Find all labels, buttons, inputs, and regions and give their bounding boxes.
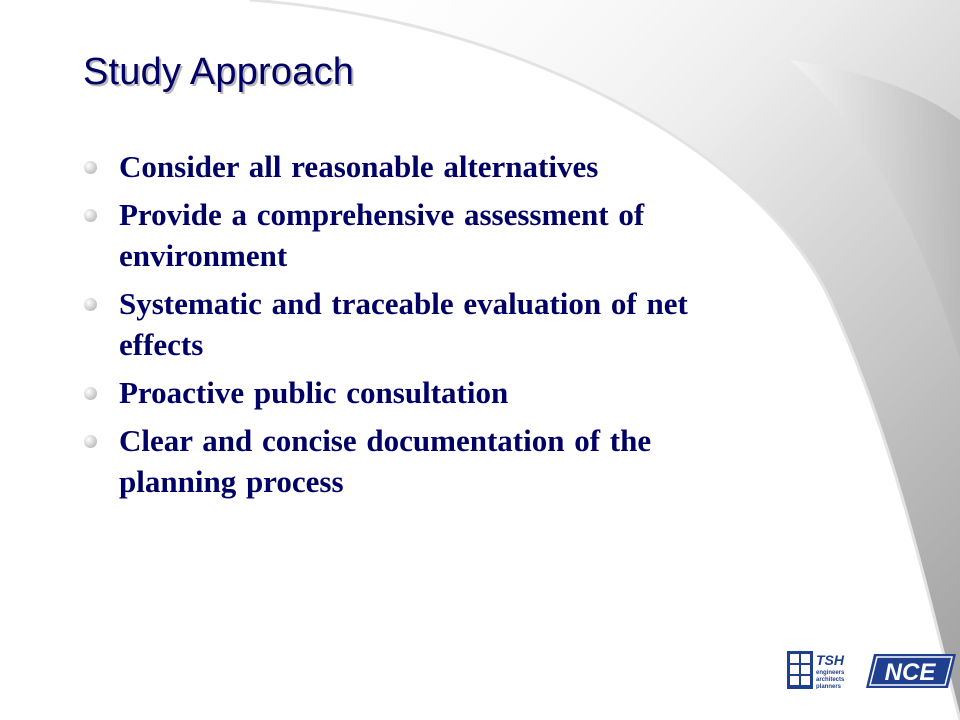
bullet-item (84, 283, 804, 365)
bullet-item (84, 372, 804, 413)
tsh-logo-square (801, 665, 810, 674)
bullet-dot-icon (84, 298, 97, 311)
tsh-logo-square (790, 665, 799, 674)
bullet-text-line: Consider all reasonable alternatives (119, 149, 599, 184)
bullet-list (84, 146, 804, 509)
bullet-dot-icon (84, 161, 97, 174)
nce-logo-text: NCE (884, 659, 936, 686)
tsh-logo (787, 651, 851, 689)
bullet-text-line: planning process (119, 464, 344, 499)
tsh-logo-line: engineers (816, 670, 845, 676)
bullet-text-line: Clear and concise documentation of the (119, 423, 652, 458)
bullet-item (84, 194, 804, 276)
bullet-text-line: environment (119, 238, 288, 273)
bullet-text-line: Provide a comprehensive assessment of (119, 197, 645, 232)
nce-logo (866, 654, 956, 688)
bullet-item (84, 146, 804, 187)
bullet-text-line: Systematic and traceable evaluation of net (119, 286, 688, 321)
slide-title: Study Approach (83, 51, 355, 93)
tsh-logo-line: planners (816, 684, 842, 689)
tsh-logo-square (801, 654, 810, 663)
bullet-item (84, 420, 804, 502)
tsh-logo-square (790, 654, 799, 663)
tsh-logo-square (801, 676, 810, 685)
bullet-text-line: effects (119, 327, 204, 362)
bullet-dot-icon (84, 435, 97, 448)
bullet-dot-icon (84, 387, 97, 400)
bullet-dot-icon (84, 209, 97, 222)
bullet-text-line: Proactive public consultation (119, 375, 509, 410)
tsh-logo-line: architects (816, 677, 845, 683)
tsh-logo-square (790, 676, 799, 685)
tsh-logo-mark: TSH (816, 652, 844, 668)
